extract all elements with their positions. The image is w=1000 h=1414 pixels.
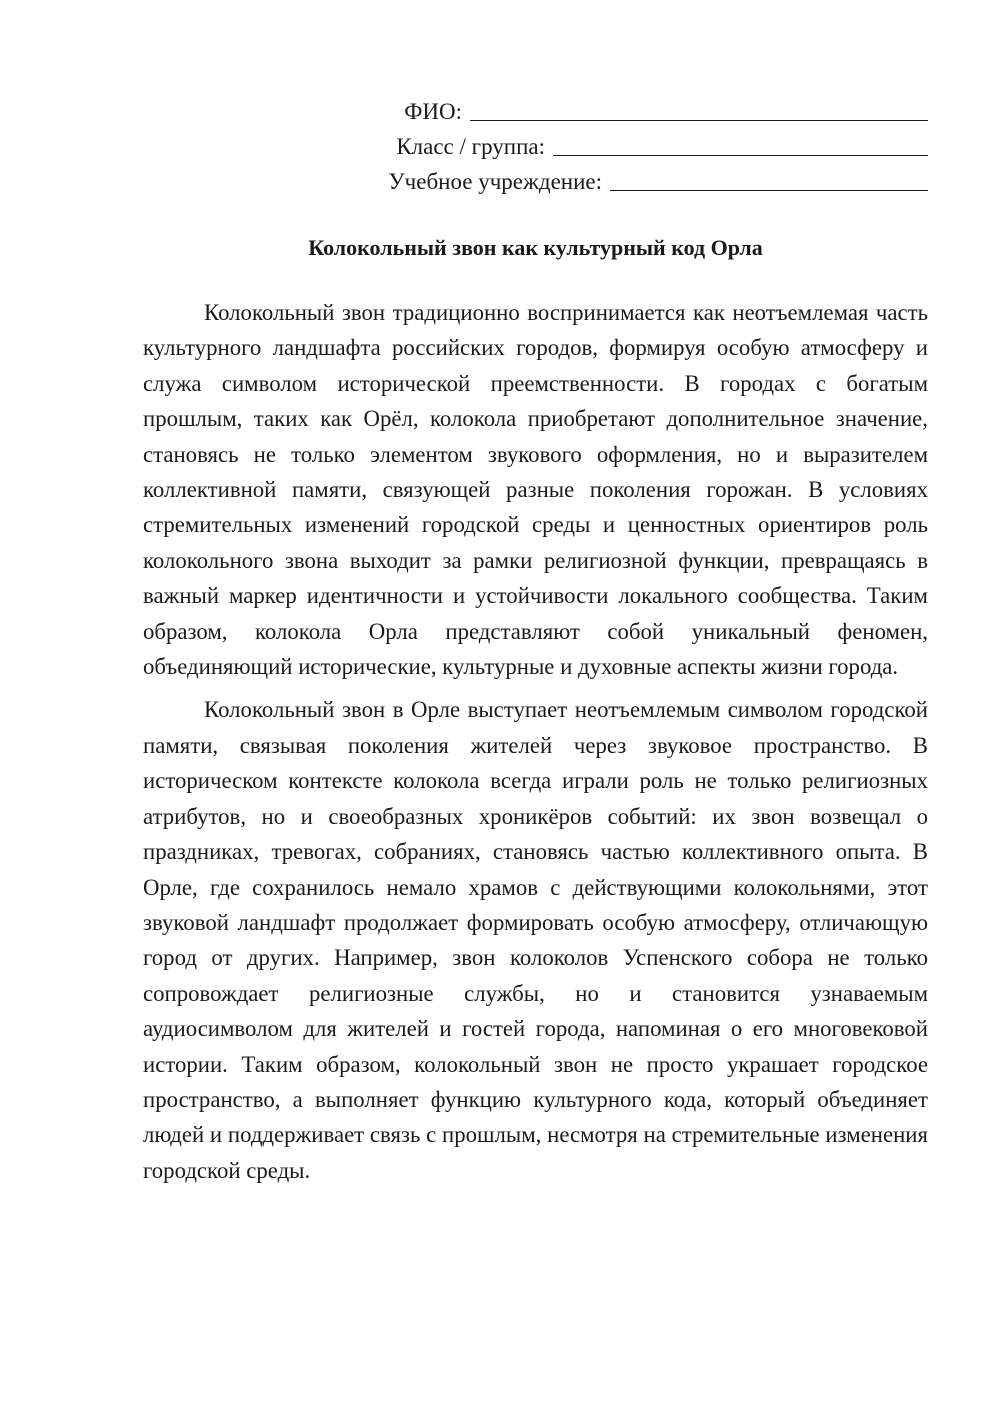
school-blank-line[interactable] [610, 168, 928, 191]
school-row [308, 164, 928, 199]
document-body [143, 295, 928, 1196]
class-group-row [308, 129, 928, 164]
fio-label: ФИО: [404, 99, 462, 124]
paragraph-2: Колокольный звон в Орле выступает неотъемлемым символом городской памяти, связывая поколения жителей через звуковое пространство. В историческом контексте колокола всегда играли роль не только религиозных атрибутов, но и своеобразных хроникёров событий: их звон возвещал о праздниках, тревогах, собраниях, становясь частью коллективного опыта. В Орле, где сохранилось немало храмов с действующими колокольнями, этот звуковой ландшафт продолжает формировать особую атмосферу, отличающую город от других. Например, звон колоколов Успенского собора не только сопровождает религиозные службы, но и становится узнаваемым аудиосимволом для жителей и гостей города, напоминая о его многовековой истории. Таким образом, колокольный звон не просто украшает городское пространство, а выполняет функцию культурного кода, который объединяет людей и поддерживает связь с прошлым, несмотря на стремительные изменения городской среды. [143, 697, 928, 1183]
school-label: Учебное учреждение: [388, 169, 602, 194]
student-info-fields [308, 94, 928, 199]
document-title: Колокольный звон как культурный код Орла [308, 235, 763, 260]
fio-blank-line[interactable] [470, 98, 928, 121]
fio-row [308, 94, 928, 129]
class-group-label: Класс / группа: [396, 134, 545, 159]
class-group-blank-line[interactable] [553, 133, 928, 156]
paragraph-1: Колокольный звон традиционно воспринимается как неотъемлемая часть культурного ландшафта российских городов, формируя особую атмосферу и служа символом исторической преемственности. В городах с богатым прошлым, таких как Орёл, колокола приобретают дополнительное значение, становясь не только элементом звукового оформления, но и выразителем коллективной памяти, связующей разные поколения горожан. В условиях стремительных изменений городской среды и ценностных ориентиров роль колокольного звона выходит за рамки религиозной функции, превращаясь в важный маркер идентичности и устойчивости локального сообщества. Таким образом, колокола Орла представляют собой уникальный феномен, объединяющий исторические, культурные и духовные аспекты жизни города. [143, 300, 928, 680]
